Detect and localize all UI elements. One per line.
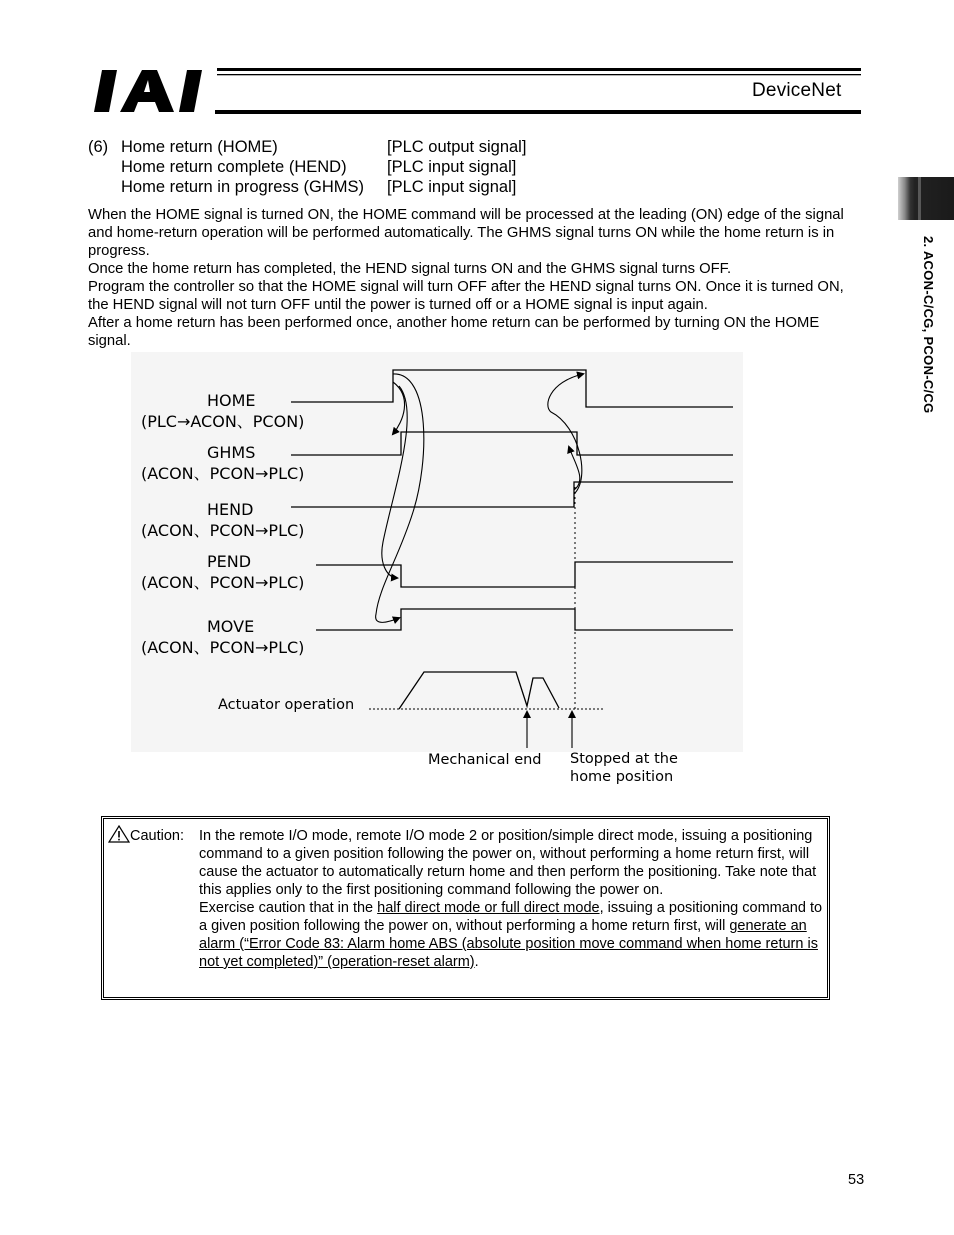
signal-type-home: [PLC output signal] (387, 138, 527, 156)
ghms-signal-label: GHMS (207, 443, 256, 462)
actuator-operation-label: Actuator operation (218, 697, 355, 713)
signal-name-ghms: Home return in progress (GHMS) (121, 178, 364, 196)
chapter-side-label-text: 2. ACON-C/CG, PCON-C/CG (921, 236, 936, 414)
paragraph: After a home return has been performed once, another home return can be performed by turning ON the HOME signal. (88, 315, 820, 349)
iai-logo (92, 66, 212, 116)
signal-name-hend: Home return complete (HEND) (121, 158, 347, 176)
caution-p2-mid: , issuing a positioning command to a given position following the power on, without performing a home return first, will (199, 900, 823, 934)
section-number: (6) (88, 138, 109, 156)
signal-type-hend: [PLC input signal] (387, 158, 517, 176)
home-signal-label: HOME (207, 391, 256, 410)
caution-label-text: Caution: (130, 828, 185, 844)
mechanical-end-label: Mechanical end (428, 752, 542, 768)
hend-signal-label: HEND (207, 500, 254, 519)
caution-p2-end: . (474, 954, 479, 970)
caution-p2-underlined-alarm: generate an alarm (“Error Code 83: Alarm home ABS (absolute position move command when home return is not yet completed)” (operation-reset alarm) (199, 918, 818, 970)
signal-name-home: Home return (HOME) (121, 138, 278, 156)
caution-paragraph-2 (199, 899, 825, 971)
pend-signal-direction: (ACON、PCON→PLC) (141, 573, 305, 592)
home-return-timing-diagram (131, 352, 743, 792)
move-signal-direction: (ACON、PCON→PLC) (141, 638, 305, 657)
caution-text (199, 827, 825, 971)
paragraph: When the HOME signal is turned ON, the HOME command will be processed at the leading (ON) edge of the signal and home-return operation will be performed automatically. The GHMS signal turns ON while the home return is in progress. (88, 207, 844, 259)
caution-p2-underlined-mode: half direct mode or full direct mode (377, 900, 600, 916)
stopped-at-label-line2: home position (570, 769, 674, 785)
header-title: DeviceNet (752, 80, 842, 101)
chapter-side-label (920, 236, 940, 456)
page-number: 53 (848, 1172, 865, 1188)
home-signal-direction: (PLC→ACON、PCON) (141, 412, 305, 431)
caution-p2-pre: Exercise caution that in the (199, 900, 378, 916)
stopped-at-label-line1: Stopped at the (570, 751, 678, 767)
hend-signal-direction: (ACON、PCON→PLC) (141, 521, 305, 540)
move-signal-label: MOVE (207, 617, 255, 636)
paragraph: Program the controller so that the HOME signal will turn OFF after the HEND signal turns ON. Once it is turned ON, the HEND signal will not turn OFF until the power is turned off or a HOME signal is input again. (88, 279, 844, 313)
chapter-tab-marker (898, 177, 954, 220)
paragraph: Once the home return has completed, the HEND signal turns ON and the GHMS signal turns OFF. (88, 261, 732, 277)
body-text (88, 206, 864, 350)
caution-label (108, 825, 184, 845)
signal-type-ghms: [PLC input signal] (387, 178, 517, 196)
pend-signal-label: PEND (207, 552, 252, 571)
caution-paragraph-1: In the remote I/O mode, remote I/O mode 2 or position/simple direct mode, issuing a positioning command to a given position following the power on, without performing a home return first, will cause the actuator to automatically return home and then perform the positioning. Take note that this applies only to the first positioning command following the power on. (199, 828, 817, 898)
warning-triangle-icon (108, 825, 130, 843)
ghms-signal-direction: (ACON、PCON→PLC) (141, 464, 305, 483)
